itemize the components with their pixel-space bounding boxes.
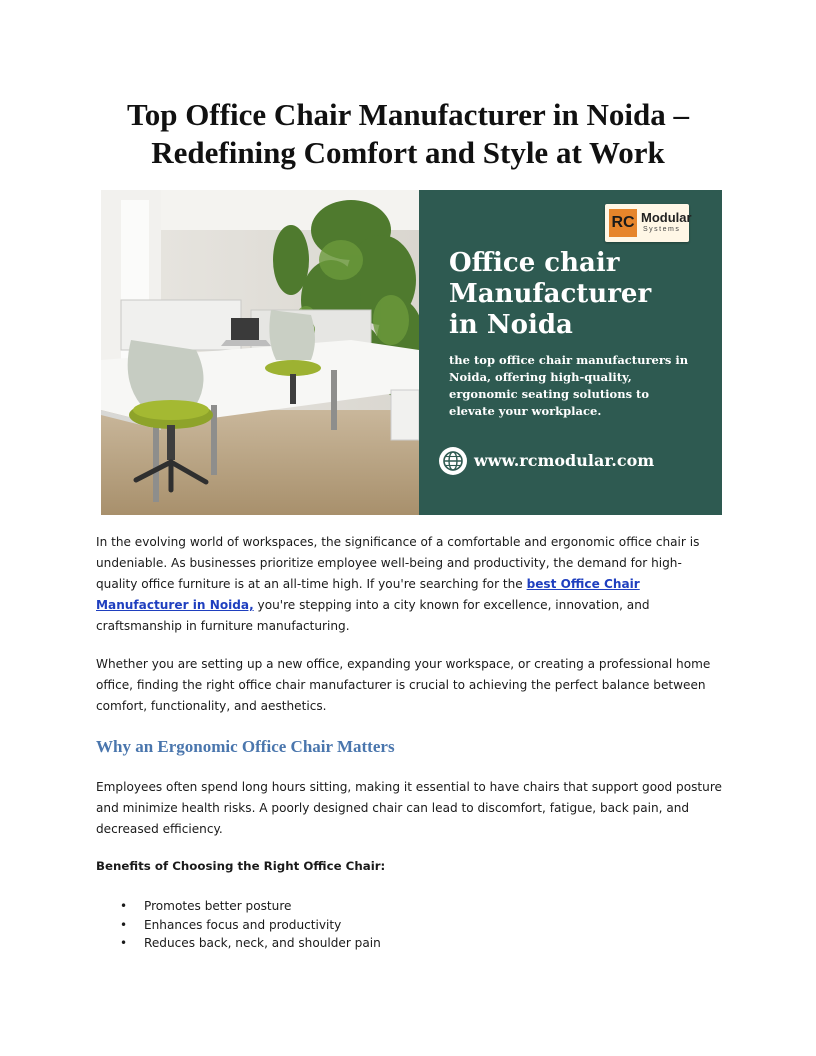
intro-text-start: In the evolving world of workspaces, the significance of a comfortable and ergonomic office chair is undeniable. As businesses prioritize employee well-being and productivity, the demand for high-quality office furniture is at an all-time high. If you're searching for the [96, 535, 700, 591]
list-item-text: Reduces back, neck, and shoulder pain [144, 936, 381, 950]
globe-icon [439, 447, 467, 475]
bullet-icon: • [120, 917, 128, 932]
website-url: www.rcmodular.com [474, 451, 655, 470]
office-photo [101, 190, 419, 515]
logo-name: Modular [641, 210, 692, 225]
benefits-heading: Benefits of Choosing the Right Office Chair: [96, 859, 386, 873]
intro-text-end: you're stepping into a city known for excellence, innovation, and craftsmanship in furniture manufacturing. [96, 598, 650, 633]
list-item [96, 916, 381, 935]
list-item [96, 934, 381, 953]
third-paragraph: Employees often spend long hours sitting, making it essential to have chairs that support good posture and minimize health risks. A poorly designed chair can lead to discomfort, fatigue, back pain, and decreased efficiency. [96, 780, 722, 836]
promo-headline-line-1: Office chair [449, 248, 620, 278]
promo-headline-line-2: Manufacturer [449, 279, 652, 309]
page-title: Top Office Chair Manufacturer in Noida – Redefining Comfort and Style at Work [126, 97, 690, 170]
promo-headline-line-3: in Noida [449, 310, 573, 340]
bullet-icon: • [120, 899, 128, 913]
second-paragraph: Whether you are setting up a new office, expanding your workspace, or creating a professional home office, finding the right office chair manufacturer is crucial to achieving the perfect balance between comfort, functionality, and aesthetics. [96, 657, 711, 713]
list-item-text: Promotes better posture [144, 899, 292, 913]
list-item-text: Enhances focus and productivity [144, 917, 342, 932]
section-heading: Why an Ergonomic Office Chair Matters [96, 737, 395, 756]
bullet-icon: • [120, 936, 128, 950]
intro-paragraph [96, 532, 722, 637]
benefits-list [96, 897, 381, 953]
promo-headline [449, 248, 709, 341]
logo-subtitle: Systems [643, 226, 681, 233]
banner-image [101, 190, 722, 515]
manufacturer-link[interactable]: best Office Chair Manufacturer in Noida, [96, 577, 640, 612]
list-item [96, 897, 381, 916]
company-logo [605, 204, 692, 242]
promo-description: the top office chair manufacturers in Noida, offering high-quality, ergonomic seating solutions to elevate your workplace. [449, 353, 689, 418]
logo-rc-mark: RC [609, 209, 637, 237]
promo-panel [419, 190, 722, 515]
